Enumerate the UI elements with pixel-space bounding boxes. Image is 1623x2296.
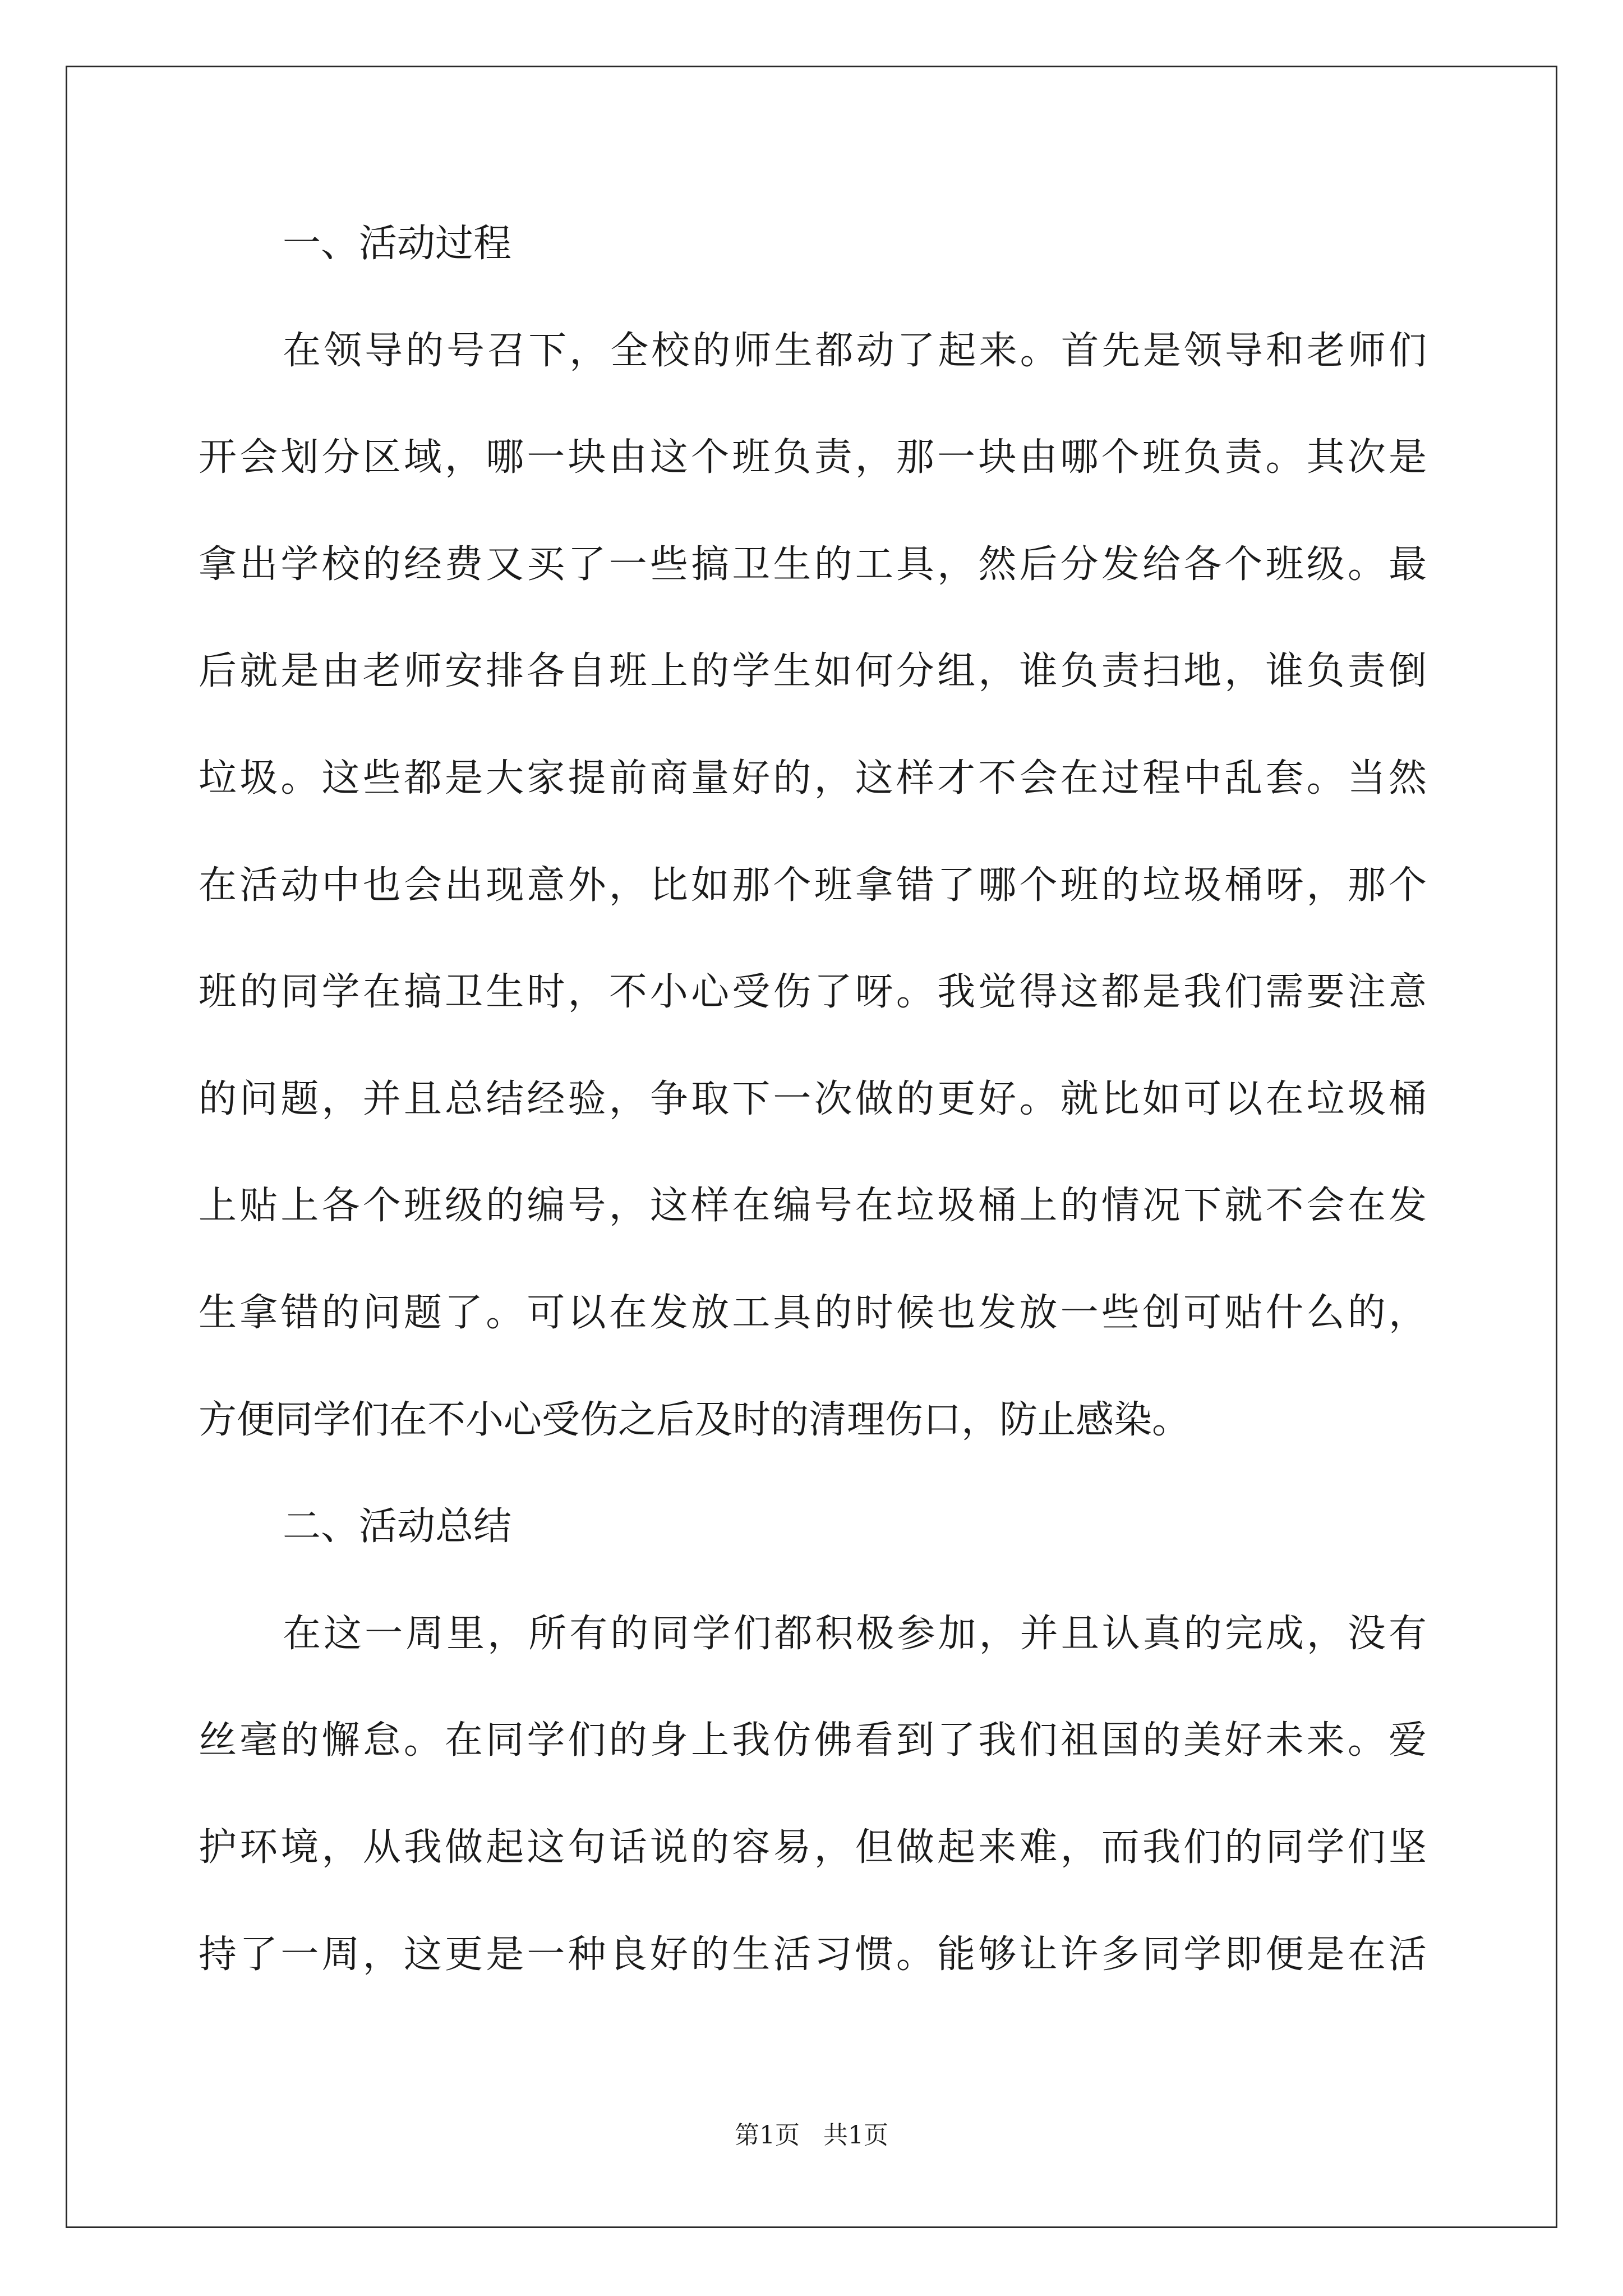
paragraph-line: 拿出学校的经费又买了一些搞卫生的工具，然后分发给各个班级。最	[199, 542, 1427, 587]
heading-activity-process: 一、活动过程	[283, 222, 512, 266]
paragraph-line: 方便同学们在不小心受伤之后及时的清理伤口，防止感染。	[199, 1397, 1191, 1442]
paragraph-line: 生拿错的问题了。可以在发放工具的时候也发放一些创可贴什么的，	[199, 1290, 1427, 1335]
paragraph-line: 护环境，从我做起这句话说的容易，但做起来难，而我们的同学们坚	[199, 1825, 1427, 1870]
paragraph-line: 班的同学在搞卫生时，不小心受伤了呀。我觉得这都是我们需要注意	[199, 970, 1427, 1015]
paragraph-line: 在这一周里，所有的同学们都积极参加，并且认真的完成，没有	[283, 1611, 1427, 1656]
heading-activity-summary: 二、活动总结	[283, 1504, 512, 1549]
paragraph-line: 后就是由老师安排各自班上的学生如何分组，谁负责扫地，谁负责倒	[199, 649, 1427, 694]
page-number-footer: 第1页 共1页	[735, 2121, 888, 2150]
paragraph-line: 丝毫的懈怠。在同学们的身上我仿佛看到了我们祖国的美好未来。爱	[199, 1718, 1427, 1763]
paragraph-line: 上贴上各个班级的编号，这样在编号在垃圾桶上的情况下就不会在发	[199, 1184, 1427, 1228]
paragraph-line: 的问题，并且总结经验，争取下一次做的更好。就比如可以在垃圾桶	[199, 1076, 1427, 1121]
paragraph-line: 持了一周，这更是一种良好的生活习惯。能够让许多同学即便是在活	[199, 1932, 1427, 1977]
paragraph-line: 垃圾。这些都是大家提前商量好的，这样才不会在过程中乱套。当然	[199, 756, 1427, 800]
document-body	[199, 191, 1427, 2008]
paragraph-line: 在领导的号召下，全校的师生都动了起来。首先是领导和老师们	[283, 328, 1427, 373]
paragraph-line: 开会划分区域，哪一块由这个班负责，那一块由哪个班负责。其次是	[199, 435, 1427, 480]
paragraph-line: 在活动中也会出现意外，比如那个班拿错了哪个班的垃圾桶呀，那个	[199, 863, 1427, 908]
